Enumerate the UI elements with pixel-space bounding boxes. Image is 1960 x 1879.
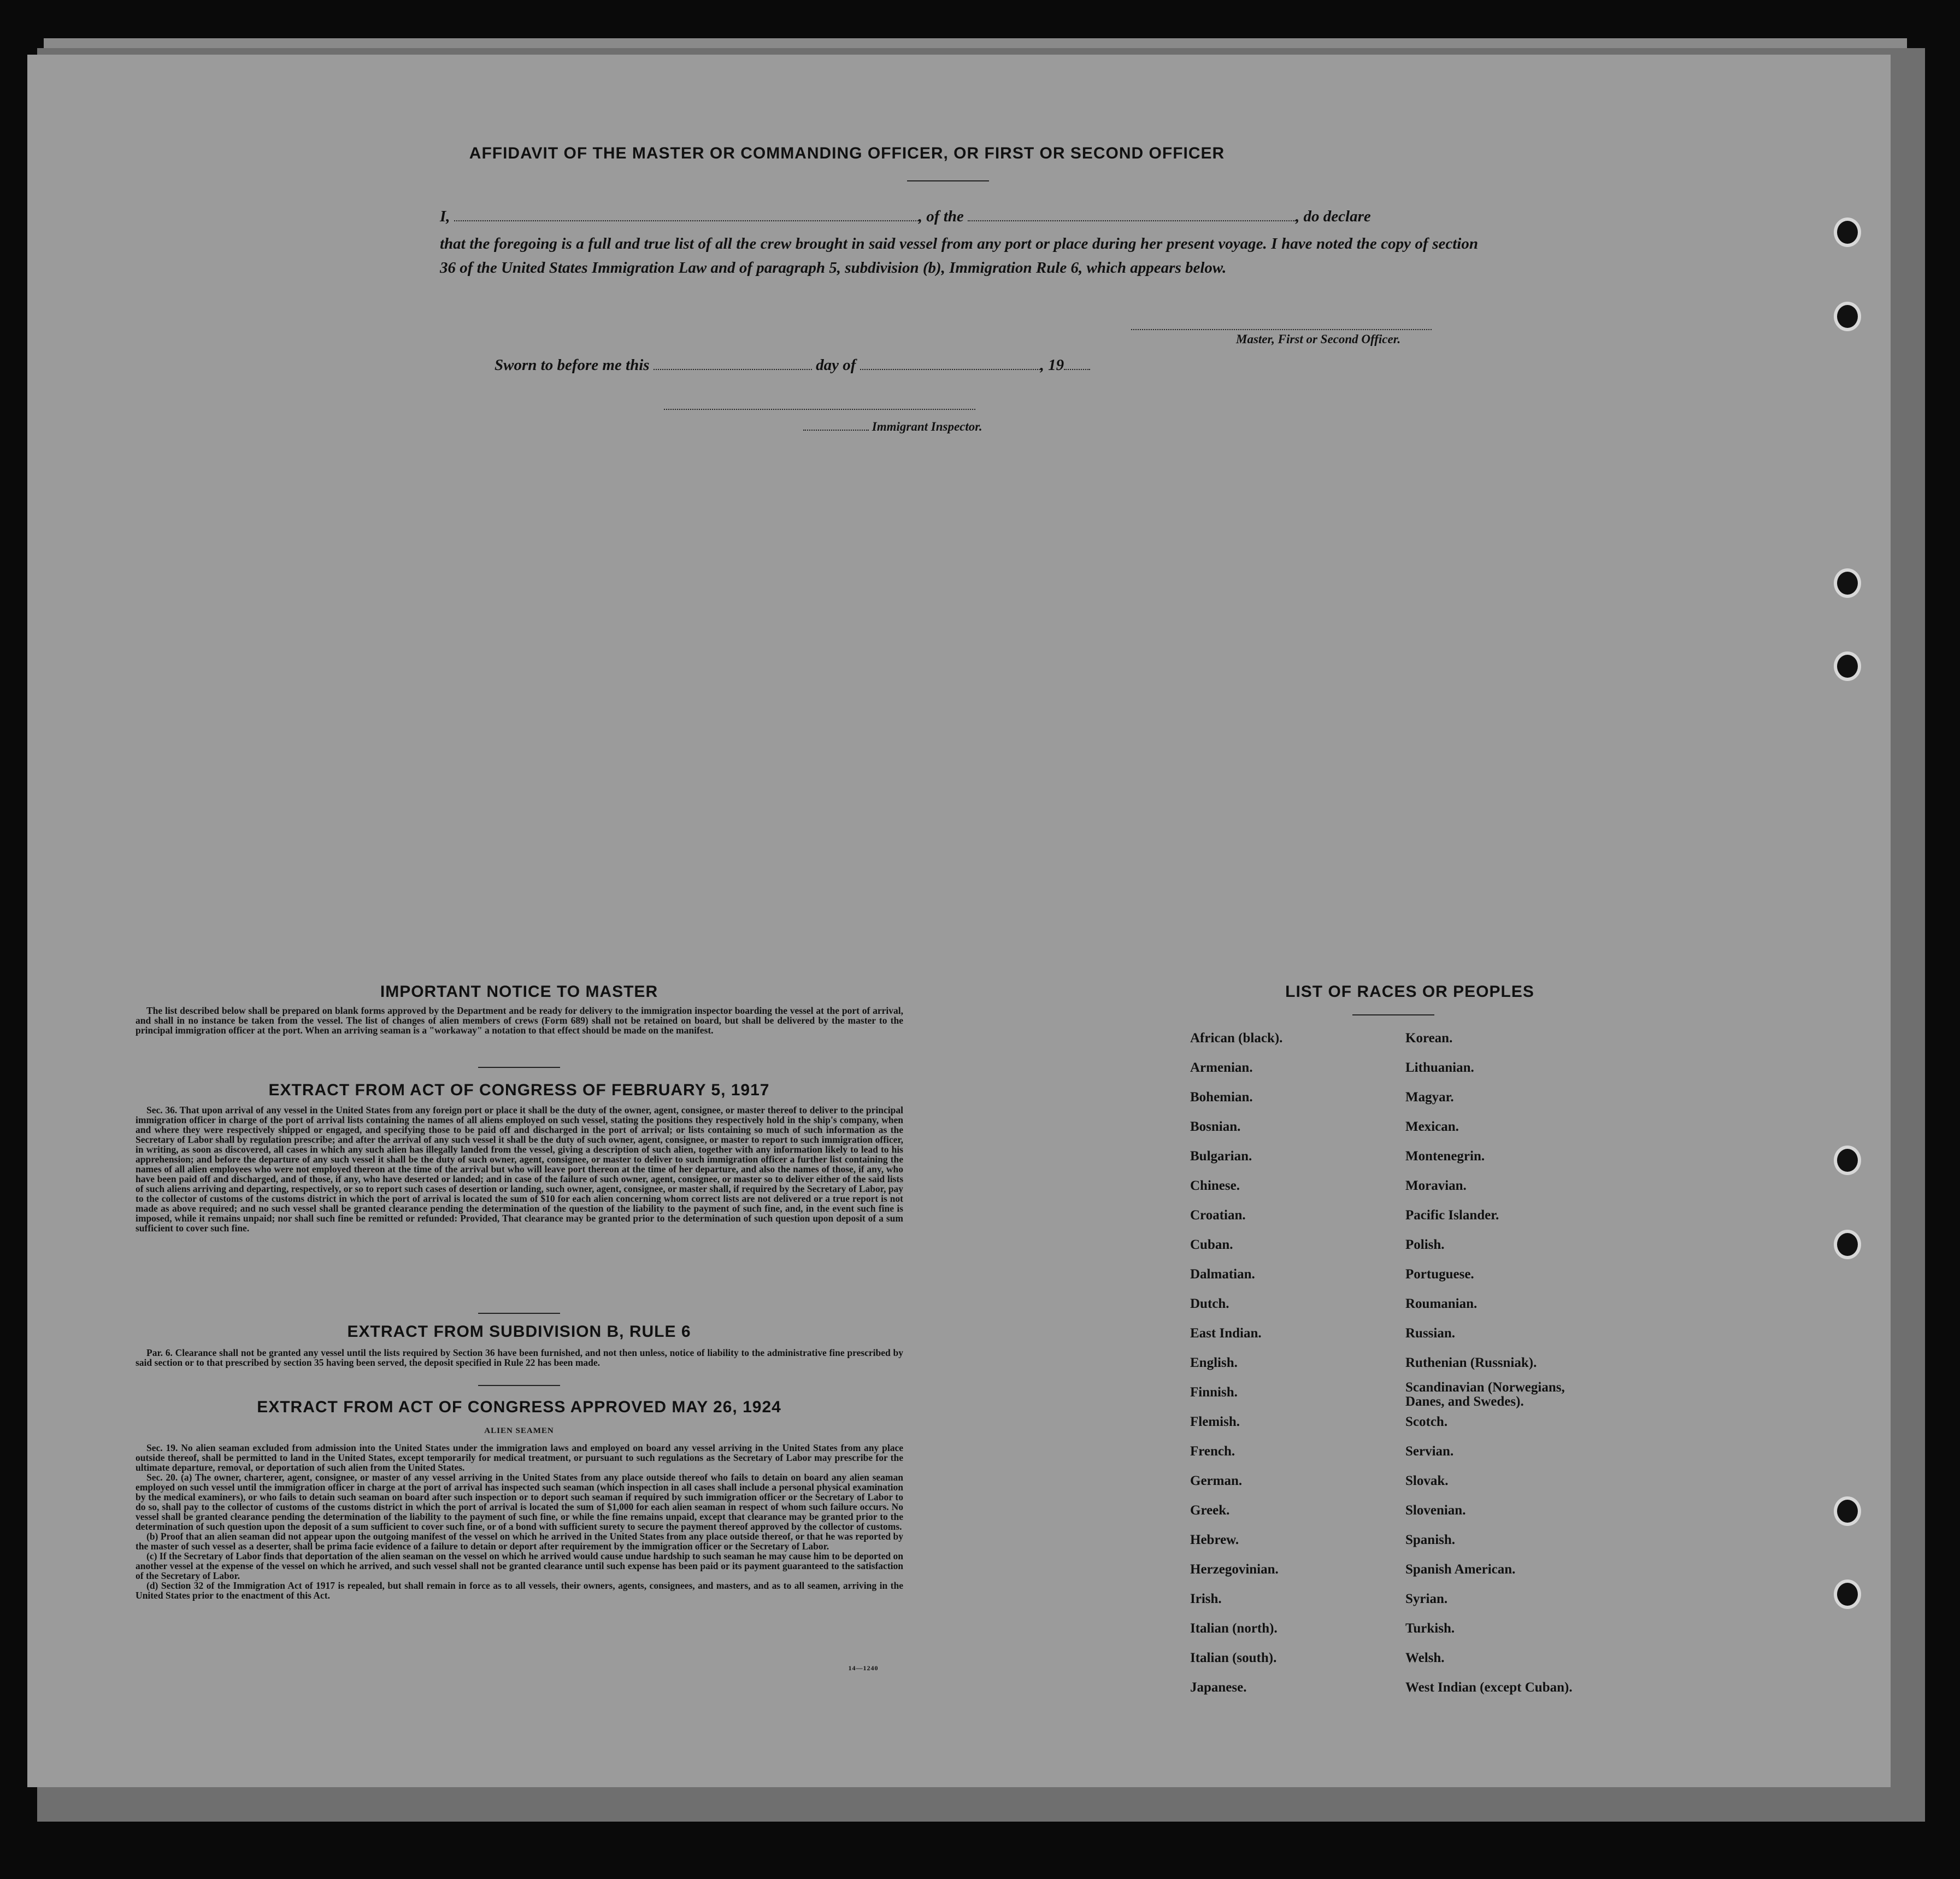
divider	[907, 180, 989, 181]
form-number: 14—1240	[848, 1664, 879, 1672]
extract-1924-title: EXTRACT FROM ACT OF CONGRESS APPROVED MAY 26, 1924	[257, 1398, 781, 1416]
race-right: Slovenian.	[1405, 1503, 1466, 1518]
section-36-text: Sec. 36. That upon arrival of any vessel in the United States from any foreign port or place it shall be the duty of the owner, agent, consignee, or master thereof to deliver to the principal immigration officer in charge of the port of arrival lists containing the names of all aliens employed on such vessel, stating the positions they respectively hold in the ship's company, when and where they were respectively shipped or engaged, and specifying those to be paid off and discharged in the port of arrival; or lists containing so much of such information as the Secretary of Labor shall by regulation prescribe; and after the arrival of any such vessel it shall be the duty of such owner, agent, consignee, or master to report to such immigration officer, in writing, as soon as discovered, all cases in which any such alien has illegally landed from the vessel, giving a description of such alien, together with any information likely to lead to his apprehension; and before the departure of any such vessel it shall be the duty of such owner, agent, consignee, or master to deliver to such immigration officer a further list containing the names of all alien employees who were not employed thereon at the time of the arrival but who will leave port thereon at the time of her departure, and also the names of those, if any, who have been paid off and discharged, and of those, if any, who have deserted or landed; and in case of the failure of such owner, agent, consignee, or master so to deliver either of the said lists of such aliens arriving and departing, respectively, or so to report such cases of desertion or landing, such owner, agent, consignee, or master shall, if required by the Secretary of Labor, pay to the collector of customs of the customs district in which the port of arrival is located the sum of $10 for each alien concerning whom correct lists are not delivered or a true report is not made as above required; and no such vessel shall be granted clearance pending the determination of the question of the liability to the payment of such fine, and, in the event such fine is imposed, while it remains unpaid; nor shall such fine be remitted or refunded: Provided, That clearance may be granted prior to the determination of such question upon deposit of a sum sufficient to cover such fine.	[136, 1105, 903, 1234]
alien-seamen-subtitle: ALIEN SEAMEN	[484, 1426, 554, 1435]
race-left: African (black).	[1190, 1031, 1283, 1046]
race-right: Korean.	[1405, 1031, 1453, 1046]
vessel-name-field[interactable]	[968, 220, 1296, 221]
sworn-day-field[interactable]	[654, 369, 812, 370]
race-right: Roumanian.	[1405, 1296, 1478, 1311]
race-left: Italian (south).	[1190, 1651, 1277, 1665]
race-right: Polish.	[1405, 1237, 1445, 1252]
declaration-body: that the foregoing is a full and true list of all the crew brought in said vessel from any port or place during her present voyage. I have noted the copy of section 36 of the United States Immigration Law and of paragraph 5, subdivision (b), Immigration Rule 6, which appears below.	[440, 235, 1478, 277]
race-right: Slovak.	[1405, 1473, 1449, 1488]
section-19-text: Sec. 19. No alien seaman excluded from admission into the United States under the immigration laws and employed on board any vessel arriving in the United States from any place outside thereof, shall be permitted to land in the United States, except temporarily for medical treatment, or pursuant to such regulations as the Secretary of Labor may prescribe for the ultimate departure, removal, or deportation of such alien from the United States.	[136, 1442, 903, 1473]
race-left: Italian (north).	[1190, 1621, 1278, 1636]
signature-line[interactable]	[1131, 329, 1432, 330]
inspector-label: Immigrant Inspector.	[872, 420, 982, 433]
race-left: Japanese.	[1190, 1680, 1247, 1695]
race-right: Lithuanian.	[1405, 1060, 1474, 1075]
race-right: Portuguese.	[1405, 1267, 1474, 1282]
binder-hole	[1837, 1500, 1858, 1523]
races-list	[1190, 1031, 1627, 1703]
section-20c-text: (c) If the Secretary of Labor finds that deportation of the alien seaman on the vessel on which he arrived would cause undue hardship to such seaman he may cause him to be deported on another vessel at the expense of the vessel on which he arrived, and such vessel shall not be granted clearance until such expense has been paid or its payment guaranteed to the satisfaction of the Secretary of Labor.	[136, 1551, 903, 1581]
sworn-month-field[interactable]	[860, 369, 1040, 370]
notice-text: The list described below shall be prepared on blank forms approved by the Department and be ready for delivery to the immigration inspector boarding the vessel at the port of arrival, and shall in no instance be taken from the vessel. The list of changes of alien members of crews (Form 689) shall not be retained on board, but shall be delivered by the master to the principal immigration officer at the port. When an arriving seaman is a "workaway" a notation to that effect should be made on the manifest.	[136, 1005, 903, 1036]
extract-rule6-title: EXTRACT FROM SUBDIVISION B, RULE 6	[347, 1323, 691, 1341]
race-right: Scotch.	[1405, 1414, 1448, 1429]
declarant-name-field[interactable]	[454, 220, 919, 221]
sworn-prefix: Sworn to before me this	[495, 356, 650, 374]
races-title: LIST OF RACES OR PEOPLES	[1285, 983, 1534, 1001]
section-20a-text: Sec. 20. (a) The owner, charterer, agent, consignee, or master of any vessel arriving in the United States from any place outside thereof who fails to detain on board any alien seaman employed on such vessel until the immigration officer in charge at the port of arrival has inspected such seaman (which inspection in all cases shall include a personal physical examination by the medical examiners), or who fails to detain such seaman on board after such inspection or to deport such seaman if required by such immigration officer or the Secretary of Labor to do so, shall pay to the collector of customs of the customs district in which the port of arrival is located the sum of $1,000 for each alien seaman in respect of whom such failure occurs. No vessel shall be granted clearance pending the determination of the liability to the payment of such fine, or while the fine remains unpaid, except that clearance may be granted prior to the determination of such question upon the deposit of a sum sufficient to cover such fine, or of a bond with sufficient surety to secure the payment thereof approved by the collector of customs.	[136, 1472, 903, 1532]
section-20b-text: (b) Proof that an alien seaman did not appear upon the outgoing manifest of the vessel on which he arrived in the United States from any place outside thereof, or that he was reported by the master of such vessel as a deserter, shall be prima facie evidence of a failure to detain or deport after requirement by the immigration officer or the Secretary of Labor.	[136, 1531, 903, 1552]
race-left: German.	[1190, 1473, 1243, 1488]
race-right: Spanish.	[1405, 1532, 1456, 1547]
declarant-prefix: I,	[440, 208, 450, 225]
notice-title: IMPORTANT NOTICE TO MASTER	[380, 983, 658, 1001]
race-left: Bohemian.	[1190, 1090, 1253, 1105]
extract-1917-title: EXTRACT FROM ACT OF CONGRESS OF FEBRUARY 5, 1917	[268, 1081, 770, 1099]
binder-hole	[1837, 655, 1858, 678]
race-left: Bosnian.	[1190, 1119, 1241, 1134]
race-right: Turkish.	[1405, 1621, 1455, 1636]
race-right: Russian.	[1405, 1326, 1456, 1341]
declaration-line	[440, 208, 1478, 226]
race-right: Montenegrin.	[1405, 1149, 1485, 1164]
race-left: Greek.	[1190, 1503, 1230, 1518]
race-left: Chinese.	[1190, 1178, 1240, 1193]
race-right: West Indian (except Cuban).	[1405, 1680, 1573, 1695]
signature-label: Master, First or Second Officer.	[1236, 332, 1401, 346]
race-left: Flemish.	[1190, 1414, 1240, 1429]
race-left: Armenian.	[1190, 1060, 1253, 1075]
race-right: Scandinavian (Norwegians, Danes, and Swedes).	[1405, 1380, 1565, 1409]
extract-rule6-body	[136, 1348, 903, 1367]
declare-suffix: , do declare	[1296, 208, 1371, 225]
race-left: French.	[1190, 1444, 1235, 1459]
paragraph-6-text: Par. 6. Clearance shall not be granted any vessel until the lists required by Section 36 have been furnished, and not then unless, notice of liability to the administrative fine prescribed by said section or to that prescribed by section 35 having been served, the deposit specified in Rule 22 has been made.	[136, 1347, 903, 1368]
race-right: Pacific Islander.	[1405, 1208, 1499, 1223]
race-left: Herzegovinian.	[1190, 1562, 1279, 1577]
sworn-line	[495, 356, 1205, 374]
affidavit-title: AFFIDAVIT OF THE MASTER OR COMMANDING OFFICER, OR FIRST OR SECOND OFFICER	[469, 144, 1225, 162]
race-left: English.	[1190, 1355, 1238, 1370]
binder-hole	[1837, 221, 1858, 244]
race-left: Bulgarian.	[1190, 1149, 1252, 1164]
race-right: Spanish American.	[1405, 1562, 1516, 1577]
race-right: Syrian.	[1405, 1592, 1448, 1606]
inspector-dots	[803, 430, 869, 431]
inspector-line	[803, 420, 982, 434]
race-left: East Indian.	[1190, 1326, 1262, 1341]
divider	[478, 1385, 560, 1386]
extract-1917-body	[136, 1105, 903, 1233]
binder-hole	[1837, 572, 1858, 595]
race-right: Welsh.	[1405, 1651, 1445, 1665]
section-20d-text: (d) Section 32 of the Immigration Act of 1917 is repealed, but shall remain in force as to all vessels, their owners, agents, consignees, and masters, and as to all seamen, arriving in the United States prior to the enactment of this Act.	[136, 1580, 903, 1601]
race-left: Irish.	[1190, 1592, 1222, 1606]
race-left: Hebrew.	[1190, 1532, 1239, 1547]
divider	[1352, 1014, 1434, 1015]
sworn-year-label: , 19	[1040, 356, 1064, 374]
vessel-prefix: , of the	[918, 208, 964, 225]
race-left: Croatian.	[1190, 1208, 1246, 1223]
sworn-year-field[interactable]	[1064, 369, 1090, 370]
race-left: Finnish.	[1190, 1385, 1238, 1400]
binder-hole	[1837, 1149, 1858, 1172]
race-left: Cuban.	[1190, 1237, 1233, 1252]
extract-1924-body	[136, 1443, 903, 1600]
divider	[478, 1067, 560, 1068]
inspector-signature-line[interactable]	[664, 409, 975, 410]
race-right: Magyar.	[1405, 1090, 1454, 1105]
race-right: Servian.	[1405, 1444, 1454, 1459]
race-right: Mexican.	[1405, 1119, 1459, 1134]
notice-body	[136, 1006, 903, 1035]
race-left: Dalmatian.	[1190, 1267, 1255, 1282]
sworn-day-label: day of	[816, 356, 856, 374]
race-right: Moravian.	[1405, 1178, 1467, 1193]
divider	[478, 1313, 560, 1314]
race-right: Ruthenian (Russniak).	[1405, 1355, 1537, 1370]
binder-hole	[1837, 1233, 1858, 1256]
race-left: Dutch.	[1190, 1296, 1229, 1311]
binder-hole	[1837, 1583, 1858, 1606]
binder-hole	[1837, 305, 1858, 328]
